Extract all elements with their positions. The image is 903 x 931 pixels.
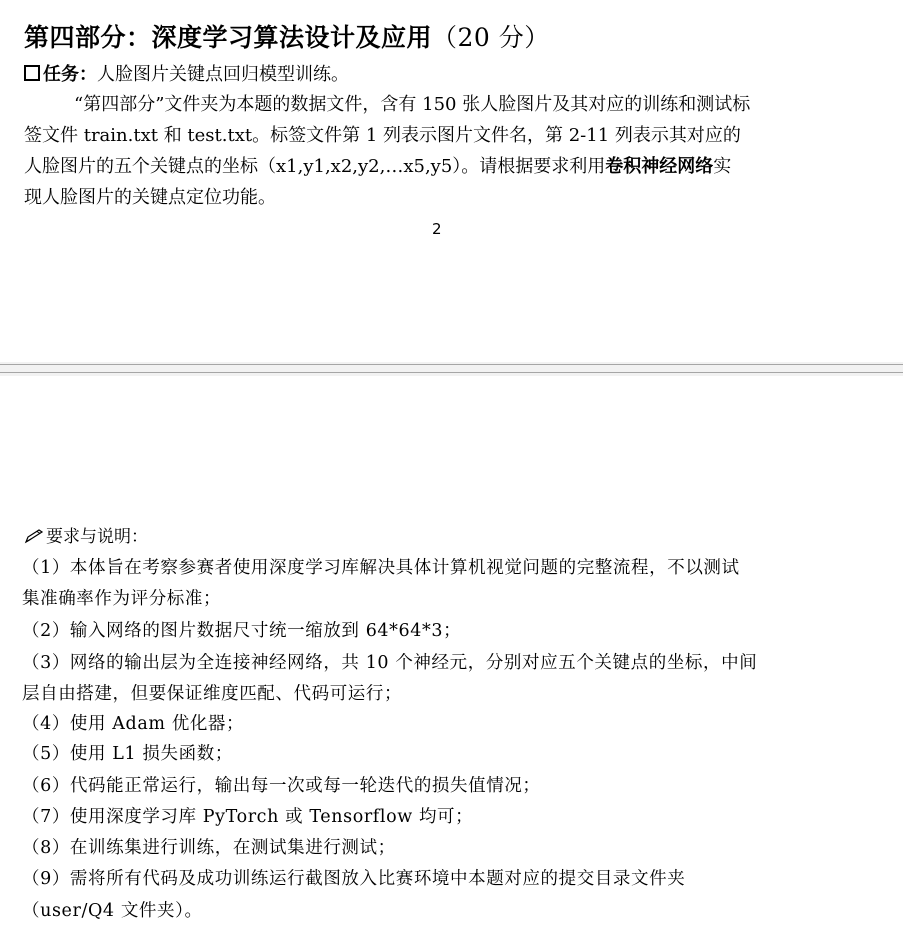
requirement-line: （4）使用 Adam 优化器；	[22, 714, 245, 734]
page-number: 2	[432, 220, 442, 238]
requirements-heading-text: 要求与说明：	[46, 527, 148, 547]
paragraph-line-4: 现人脸图片的关键点定位功能。	[24, 187, 276, 208]
page-top	[0, 0, 903, 362]
page-break-line-top	[0, 364, 903, 365]
requirement-line: 集准确率作为评分标准；	[22, 589, 222, 609]
requirement-line: （3）网络的输出层为全连接神经网络，共 10 个神经元，分别对应五个关键点的坐标，中间	[22, 653, 758, 673]
paragraph-line-3	[24, 152, 731, 178]
paragraph-line-3-start: 人脸图片的五个关键点的坐标（x1,y1,x2,y2,…x5,y5）。请根据要求利用	[24, 156, 606, 177]
requirement-line: （user/Q4 文件夹）。	[22, 901, 203, 921]
paragraph-emphasis: 卷积神经网络	[605, 156, 714, 177]
paragraph-line-3-end: 实	[713, 156, 732, 177]
requirement-line: （8）在训练集进行训练，在测试集进行测试；	[22, 838, 396, 858]
section-title-text: 第四部分：深度学习算法设计及应用	[24, 23, 433, 52]
requirement-line: （6）代码能正常运行，输出每一次或每一轮迭代的损失值情况；	[22, 776, 541, 796]
page-break-line-bottom	[0, 372, 903, 373]
task-text: 人脸图片关键点回归模型训练。	[97, 64, 349, 85]
pencil-icon	[24, 528, 44, 544]
task-line	[24, 60, 349, 86]
task-label: 任务：	[43, 64, 97, 85]
requirement-line: （1）本体旨在考察参赛者使用深度学习库解决具体计算机视觉问题的完整流程，不以测试	[22, 558, 740, 578]
paragraph-line-2: 签文件 train.txt 和 test.txt。标签文件第 1 列表示图片文件名，第 2-11 列表示其对应的	[24, 125, 741, 146]
section-title	[24, 18, 550, 54]
requirement-line: （5）使用 L1 损失函数；	[22, 744, 233, 764]
paragraph-line-1: “第四部分”文件夹为本题的数据文件，含有 150 张人脸图片及其对应的训练和测试标	[74, 94, 751, 115]
requirement-line: （7）使用深度学习库 PyTorch 或 Tensorflow 均可；	[22, 807, 474, 827]
requirement-line: （9）需将所有代码及成功训练运行截图放入比赛环境中本题对应的提交目录文件夹	[22, 869, 686, 889]
checkbox-icon	[24, 65, 40, 81]
requirement-line: （2）输入网络的图片数据尺寸统一缩放到 64*64*3；	[22, 621, 462, 641]
requirements-heading	[24, 522, 148, 547]
requirement-line: 层自由搭建，但要保证维度匹配、代码可运行；	[22, 684, 403, 704]
section-score: （20 分）	[432, 23, 550, 52]
